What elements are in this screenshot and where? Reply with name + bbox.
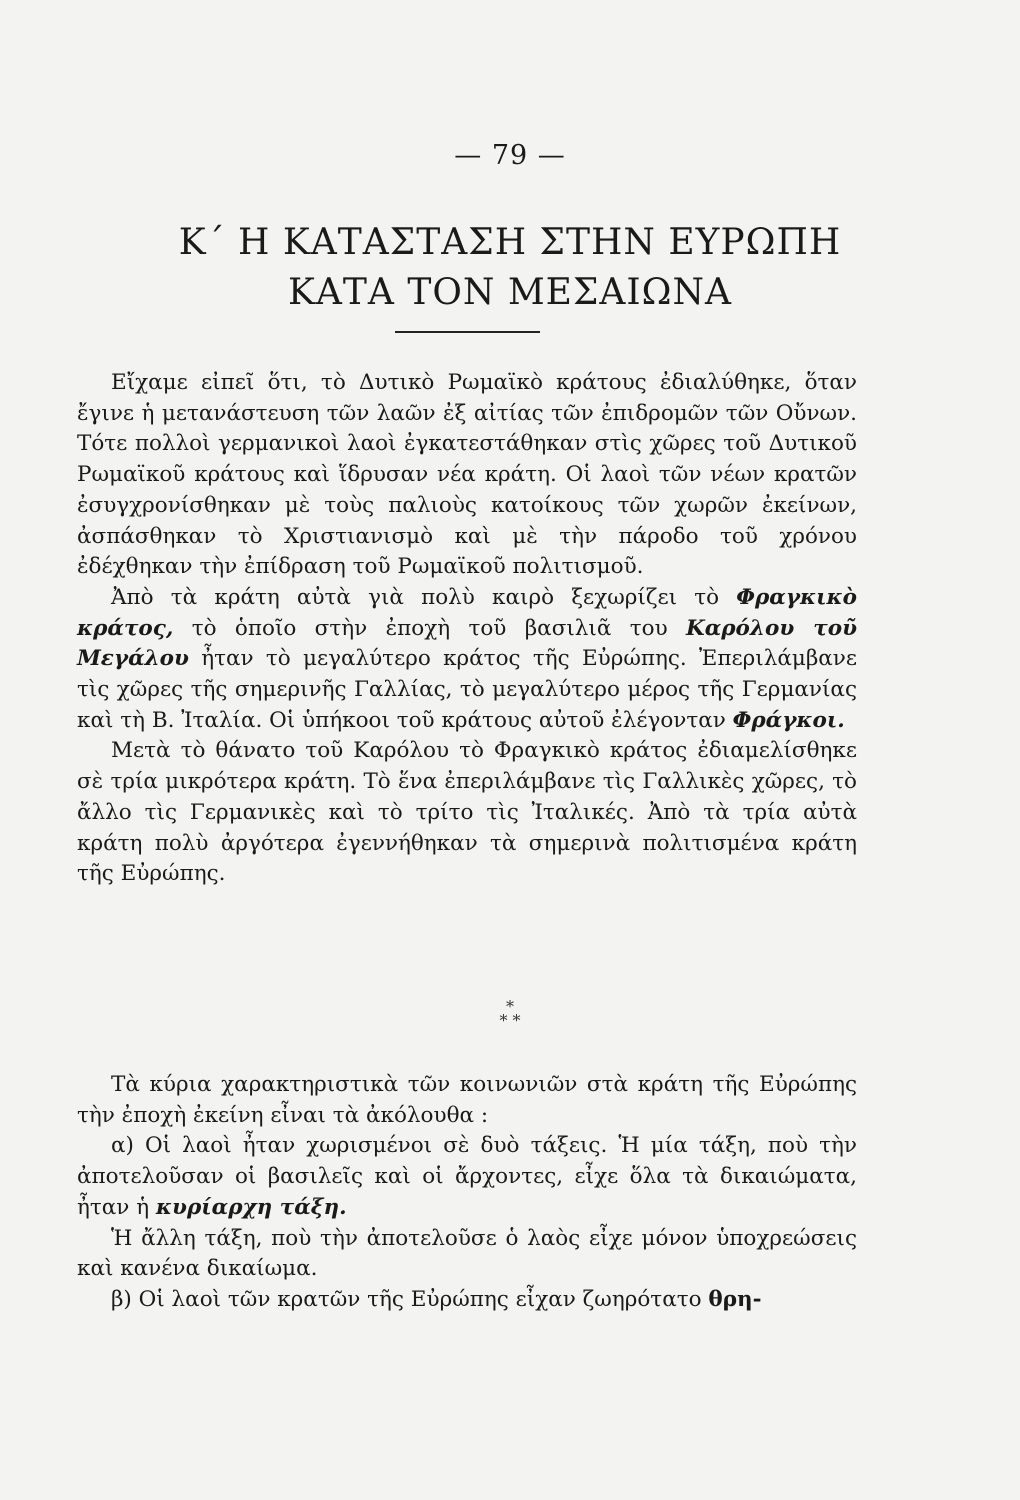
paragraph <box>77 583 857 737</box>
paragraph: Ἡ ἄλλη τάξη, ποὺ τὴν ἀποτελοῦσε ὁ λαὸς εἶχε μόνον ὑποχρεώσεις καὶ κανένα δικαίωμα. <box>77 1225 857 1282</box>
emphasis-charlemagne: Καρόλου τοῦ Μεγάλου <box>77 615 857 672</box>
paragraph: Εἴχαμε εἰπεῖ ὅτι, τὸ Δυτικὸ Ρωμαϊκὸ κράτους ἐδιαλύθηκε, ὅταν ἔγινε ἡ μετανάστευση τῶν λαῶν ἐξ αἰτίας τῶν ἐπιδρομῶν τῶν Οὔνων. Τότε πολλοὶ γερμανικοὶ λαοὶ ἐγκατεστάθηκαν στὶς χῶρες τοῦ Δυτικοῦ Ρωμαϊκοῦ κράτους καὶ ἵδρυσαν νέα κράτη. Οἱ λαοὶ τῶν νέων κρατῶν ἐσυγχρονίσθηκαν μὲ τοὺς παλιοὺς κατοίκους τῶν χωρῶν ἐκείνων, ἀσπάσθηκαν τὸ Χριστιανισμὸ καὶ μὲ τὴν πάροδο τοῦ χρόνου ἐδέχθηκαν τὴν ἐπίδραση τοῦ Ρωμαϊκοῦ πολιτισμοῦ. <box>77 370 857 580</box>
chapter-title-line-2: ΚΑΤΑ ΤΟΝ ΜΕΣΑΙΩΝΑ <box>288 272 732 313</box>
paragraph <box>77 1285 857 1316</box>
text-run: α) Οἱ λαοὶ ἦταν χωρισμένοι σὲ δυὸ τάξεις. Ἡ μία τάξη, ποὺ τὴν ἀποτελοῦσαν οἱ βασιλεῖς καὶ οἱ ἄρχοντες, εἶχε ὅλα τὰ δικαιώματα, ἦταν ἡ <box>77 1133 857 1220</box>
paragraph <box>77 1131 857 1223</box>
chapter-title-line-1: Κ΄ Η ΚΑΤΑΣΤΑΣΗ ΣΤΗΝ ΕΥΡΩΠΗ <box>178 222 842 263</box>
emphasis-ruling-class: κυρίαρχη τάξη. <box>155 1194 347 1220</box>
section-separator: * * * <box>499 997 521 1030</box>
section-2-text <box>77 1070 857 1316</box>
title-rule <box>395 331 540 333</box>
paragraph: Μετὰ τὸ θάνατο τοῦ Καρόλου τὸ Φραγκικὸ κράτος ἐδιαμελίσθηκε σὲ τρία μικρότερα κράτη. Τὸ ἕνα ἐπεριλάμβανε τὶς Γαλλικὲς χῶρες, τὸ ἄλλο τὶς Γερμανικὲς καὶ τὸ τρίτο τὶς Ἰταλικές. Ἀπὸ τὰ τρία αὐτὰ κράτη πολὺ ἀργότερα ἐγεννήθηκαν τὰ σημερινὰ πολιτισμένα κράτη τῆς Εὐρώπης. <box>77 738 857 887</box>
emphasis-religious: θρη- <box>708 1286 762 1312</box>
text-run: Ἀπὸ τὰ κράτη αὐτὰ γιὰ πολὺ καιρὸ ξεχωρίζει τὸ <box>111 584 737 610</box>
paragraph: Τὰ κύρια χαρακτηριστικὰ τῶν κοινωνιῶν στὰ κράτη τῆς Εὐρώπης τὴν ἐποχὴ ἐκείνη εἶναι τὰ ἀκόλουθα : <box>77 1072 857 1128</box>
text-run: β) Οἱ λαοὶ τῶν κρατῶν τῆς Εὐρώπης εἶχαν ζωηρότατο <box>111 1286 709 1312</box>
text-run: τὸ ὁποῖο στὴν ἐποχὴ τοῦ βασιλιᾶ του <box>173 615 687 641</box>
page-number: — 79 — <box>454 140 566 171</box>
section-1-text <box>77 368 857 890</box>
emphasis-frankish-state: Φραγκικὸ κράτος, <box>77 584 857 641</box>
text-run: ἦταν τὸ μεγαλύτερο κράτος τῆς Εὐρώπης. Ἐπεριλάμβανε τὶς χῶρες τῆς σημερινῆς Γαλλίας, τὸ μεγαλύτερο μέρος τῆς Γερμανίας καὶ τὴ Β. Ἰταλία. Οἱ ὑπήκοοι τοῦ κράτους αὐτοῦ ἐλέγονταν <box>77 646 857 733</box>
emphasis-franks: Φράγκοι. <box>732 707 845 733</box>
